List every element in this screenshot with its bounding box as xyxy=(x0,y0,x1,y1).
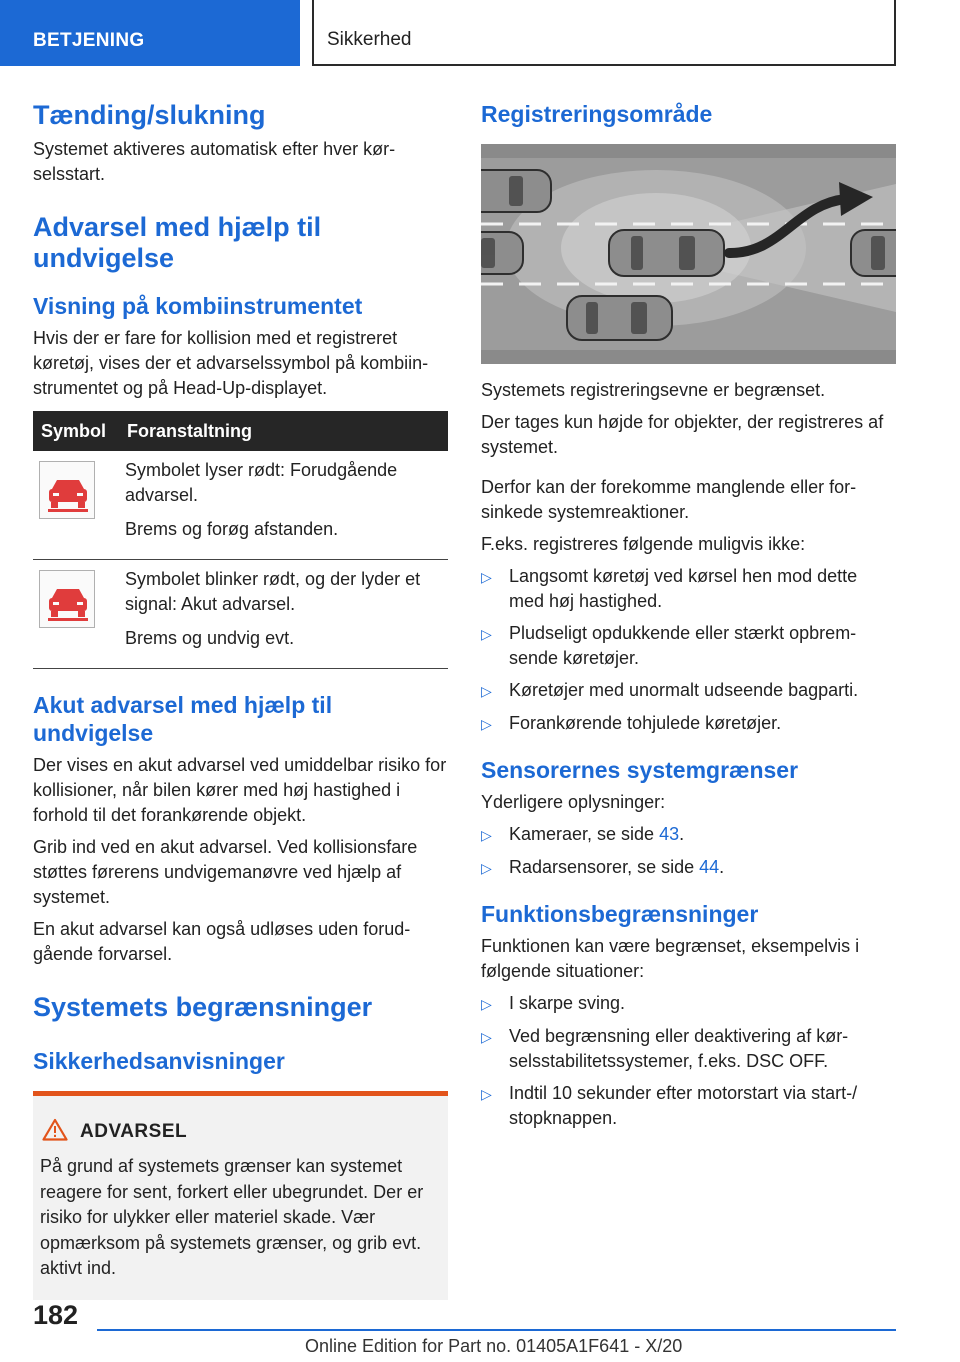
footer-edition: Online Edition for Part no. 01405A1F641 - X/20 xyxy=(305,1336,683,1356)
col-header-symbol: Symbol xyxy=(33,411,119,451)
list-funktion xyxy=(481,991,896,1131)
warning-title: ADVARSEL xyxy=(80,1121,188,1142)
heading-sensor: Sensorernes systemgrænser xyxy=(481,757,799,783)
heading-tending: Tænding/slukning xyxy=(33,100,266,130)
row2-text2: Brems og undvig evt. xyxy=(125,628,295,648)
heading-visning: Visning på kombiinstrumentet xyxy=(33,293,363,319)
text-akut-1: Der vises en akut advarsel ved umiddelbar risiko for kollisioner, når bilen kører med høj hastighed i forhold til det forankørende objekt. xyxy=(33,755,447,825)
row1-text1: Symbolet lyser rødt: Forudgående advarsel. xyxy=(125,460,398,505)
text-reg-1: Systemets registreringsevne er begrænset. xyxy=(481,380,826,400)
warning-triangle-icon xyxy=(42,1118,68,1146)
list-item: ▷ Ved begrænsning eller deaktivering af kør-selsstabilitetssystemer, f.eks. DSC OFF. xyxy=(481,1024,896,1074)
heading-begraensninger: Systemets begrænsninger xyxy=(33,992,373,1022)
text-reg-3: Derfor kan der forekomme manglende eller for-sinkede systemreaktioner. xyxy=(481,477,857,522)
detection-area-illustration xyxy=(481,144,896,364)
list-item: ▷ I skarpe sving. xyxy=(481,991,896,1017)
text-visning: Hvis der er fare for kollision med et registreret køretøj, vises der et advarselssymbol på kombiin-strumentet og på Head-Up-displayet. xyxy=(33,328,429,398)
table-row xyxy=(33,451,448,560)
triangle-bullet-icon: ▷ xyxy=(481,1029,492,1045)
text-sensor: Yderligere oplysninger: xyxy=(481,792,666,812)
page-header xyxy=(0,0,960,66)
heading-akut: Akut advarsel med hjælp til undvigelse xyxy=(33,692,333,746)
list-item: ▷ Køretøjer med unormalt udseende bagparti. xyxy=(481,678,896,704)
triangle-bullet-icon: ▷ xyxy=(481,827,492,843)
page-link-43[interactable]: 43 xyxy=(659,824,680,844)
red-car-warning-icon xyxy=(39,570,95,628)
left-column xyxy=(33,100,448,1300)
list-item: ▷ Indtil 10 sekunder efter motorstart via start-/ stopknappen. xyxy=(481,1081,896,1131)
list-item: ▷ Pludseligt opdukkende eller stærkt opbrem-sende køretøjer. xyxy=(481,621,896,671)
list-item: ▷ Radarsensorer, se side 44. xyxy=(481,855,896,881)
triangle-bullet-icon: ▷ xyxy=(481,1086,492,1102)
triangle-bullet-icon: ▷ xyxy=(481,996,492,1012)
list-item: ▷ Langsomt køretøj ved kørsel hen mod dette med høj hastighed. xyxy=(481,564,896,614)
list-item: ▷ Kameraer, se side 43. xyxy=(481,822,896,848)
warning-box xyxy=(33,1091,448,1300)
triangle-bullet-icon: ▷ xyxy=(481,683,492,699)
page-link-44[interactable]: 44 xyxy=(699,857,720,877)
list-item: ▷ Forankørende tohjulede køretøjer. xyxy=(481,711,896,737)
text-akut-3: En akut advarsel kan også udløses uden forud-gående forvarsel. xyxy=(33,919,411,964)
text-funktion: Funktionen kan være begrænset, eksempelvis i følgende situationer: xyxy=(481,936,860,981)
heading-sikkerhed: Sikkerhedsanvisninger xyxy=(33,1048,285,1074)
red-car-warning-icon xyxy=(39,461,95,519)
heading-funktion: Funktionsbegrænsninger xyxy=(481,901,759,927)
text-akut-2: Grib ind ved en akut advarsel. Ved kollisionsfare støttes førerens undvigemanøvre ved hjælp af systemet. xyxy=(33,837,418,907)
col-header-action: Foranstaltning xyxy=(119,411,448,451)
row1-text2: Brems og forøg afstanden. xyxy=(125,519,339,539)
footer-divider xyxy=(97,1329,896,1331)
warning-text: På grund af systemets grænser kan systemet reagere for sent, forkert eller ubegrundet. Der er risiko for ulykker eller materiel skade. Vær opmærksom på systemets grænser, og grib evt. aktivt ind. xyxy=(40,1156,424,1278)
heading-registrering: Registreringsområde xyxy=(481,101,713,127)
chapter-title: Sikkerhed xyxy=(312,0,896,66)
text-tending: Systemet aktiveres automatisk efter hver kør-selsstart. xyxy=(33,139,396,184)
triangle-bullet-icon: ▷ xyxy=(481,626,492,642)
list-sensor xyxy=(481,822,896,881)
table-row xyxy=(33,560,448,669)
text-reg-4: F.eks. registreres følgende muligvis ikke: xyxy=(481,534,806,554)
triangle-bullet-icon: ▷ xyxy=(481,860,492,876)
row2-text1: Symbolet blinker rødt, og der lyder et signal: Akut advarsel. xyxy=(125,569,421,614)
text-reg-2: Der tages kun højde for objekter, der registreres af systemet. xyxy=(481,412,884,457)
list-not-detected xyxy=(481,564,896,737)
section-tab[interactable]: BETJENING xyxy=(0,0,300,66)
symbol-table xyxy=(33,411,448,669)
right-column xyxy=(481,100,896,1138)
triangle-bullet-icon: ▷ xyxy=(481,569,492,585)
triangle-bullet-icon: ▷ xyxy=(481,716,492,732)
heading-advarsel: Advarsel med hjælp til undvigelse xyxy=(33,212,322,273)
page-number: 182 xyxy=(33,1300,79,1330)
